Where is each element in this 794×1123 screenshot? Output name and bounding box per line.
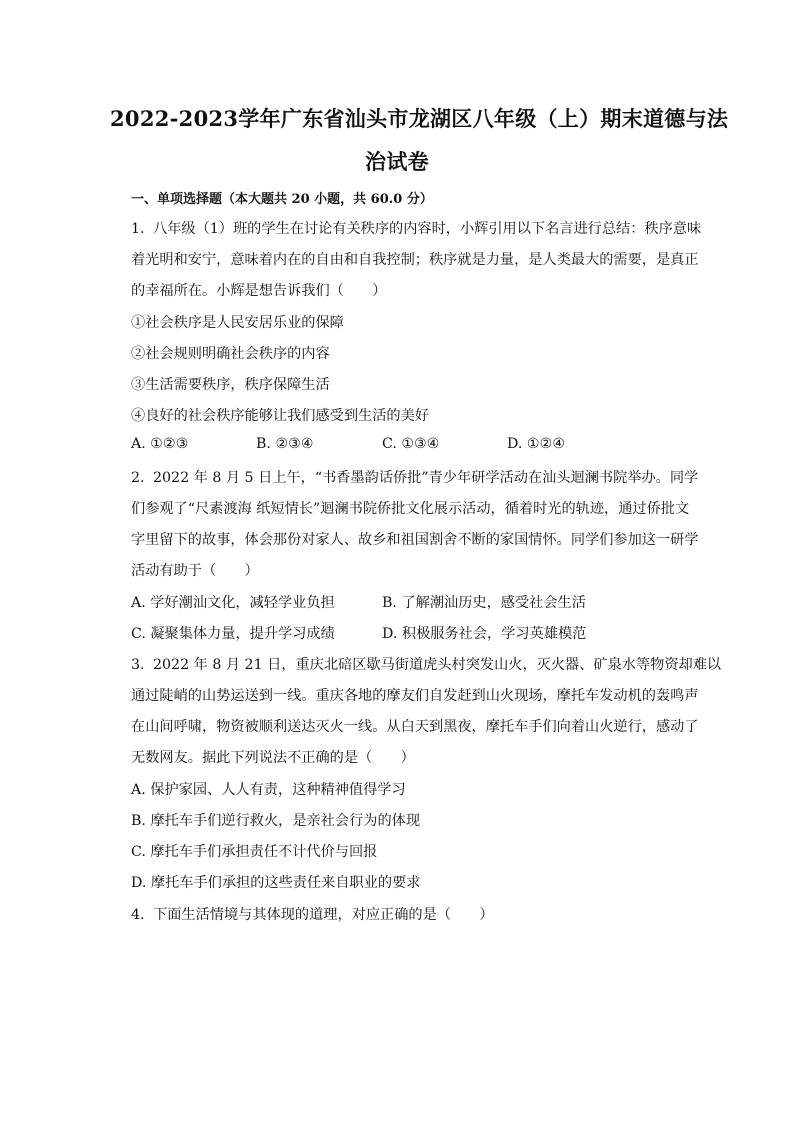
question-1-stem-line-1 [131, 218, 701, 238]
question-3-option-c: C. 摩托车手们承担责任不计代价与回报 [131, 844, 378, 860]
question-2-stem-line-4: 活动有助于（ ） [131, 563, 259, 579]
question-1-option-c: C. ①③④ [382, 436, 440, 452]
question-1-statement-2: ②社会规则明确社会秩序的内容 [131, 346, 330, 362]
question-3-stem-text: 2022 年 8 月 21 日，重庆北碚区歇马街道虎头村突发山火，灭火器、矿泉水等物资却难以 [153, 657, 722, 673]
question-1-stem-line-3: 的幸福所在。小辉是想告诉我们（ ） [131, 283, 387, 299]
question-4-number: 4. [131, 907, 145, 923]
question-3-stem-line-4: 无数网友。据此下列说法不正确的是（ ） [131, 750, 415, 766]
question-3-option-a: A. 保护家园、人人有责，这种精神值得学习 [131, 782, 406, 798]
question-1-statement-4: ④良好的社会秩序能够让我们感受到生活的美好 [131, 408, 429, 424]
question-2-stem-line-2: 们参观了“尺素渡海 纸短情长”迴澜书院侨批文化展示活动，循着时光的轨迹，通过侨批文 [131, 501, 690, 517]
question-1-option-d: D. ①②④ [507, 436, 566, 452]
question-3-stem-line-1 [131, 654, 721, 674]
question-1-options [131, 436, 651, 456]
section-heading: 一、单项选择题（本大题共 20 小题，共 60.0 分） [131, 192, 433, 207]
question-2-option-d: D. 积极服务社会，学习英雄模范 [382, 626, 587, 642]
question-3-option-d: D. 摩托车手们承担的这些责任来自职业的要求 [131, 875, 421, 891]
question-1-option-b: B. ②③④ [256, 436, 314, 452]
question-2-option-c: C. 凝聚集体力量，提升学习成绩 [131, 626, 335, 642]
exam-title-line-1: 2022-2023学年广东省汕头市龙湖区八年级（上）期末道德与法 [110, 106, 729, 131]
question-3-option-b: B. 摩托车手们逆行救火，是亲社会行为的体现 [131, 813, 421, 829]
question-1-stem-line-2: 着光明和安宁，意味着内在的自由和自我控制；秩序就是力量，是人类最大的需要，是真正 [131, 252, 699, 268]
question-2-stem-text: 2022 年 8 月 5 日上午，“书香墨韵话侨批”青少年研学活动在汕头迴澜书院举办。同学 [153, 470, 699, 486]
question-1-statement-3: ③生活需要秩序，秩序保障生活 [131, 377, 330, 393]
question-4-stem-line-1 [131, 904, 494, 924]
question-3-stem-line-3: 在山间呼啸，物资被顺利送达灭火一线。从白天到黑夜，摩托车手们向着山火逆行，感动了 [131, 719, 699, 735]
question-1-option-a: A. ①②③ [131, 436, 189, 452]
question-1-stem-text: 八年级（1）班的学生在讨论有关秩序的内容时，小辉引用以下名言进行总结：秩序意味 [153, 221, 702, 237]
question-2-options-row-2 [131, 623, 651, 643]
question-2-option-a: A. 学好潮汕文化，减轻学业负担 [131, 595, 335, 611]
question-3-stem-line-2: 通过陡峭的山势运送到一线。重庆各地的摩友们自发赶到山火现场，摩托车发动机的轰鸣声 [131, 688, 699, 704]
question-4-stem-text: 下面生活情境与其体现的道理，对应正确的是（ ） [153, 907, 494, 923]
question-3-number: 3. [131, 657, 145, 673]
question-2-stem-line-3: 字里留下的故事，体会那份对家人、故乡和祖国割舍不断的家国情怀。同学们参加这一研学 [131, 532, 699, 548]
question-1-number: 1. [131, 221, 145, 237]
question-1-statement-1: ①社会秩序是人民安居乐业的保障 [131, 315, 344, 331]
question-2-stem-line-1 [131, 467, 698, 487]
exam-title-line-2: 治试卷 [365, 149, 429, 174]
question-2-options-row-1 [131, 592, 651, 612]
question-2-number: 2. [131, 470, 145, 486]
question-2-option-b: B. 了解潮汕历史，感受社会生活 [382, 595, 586, 611]
